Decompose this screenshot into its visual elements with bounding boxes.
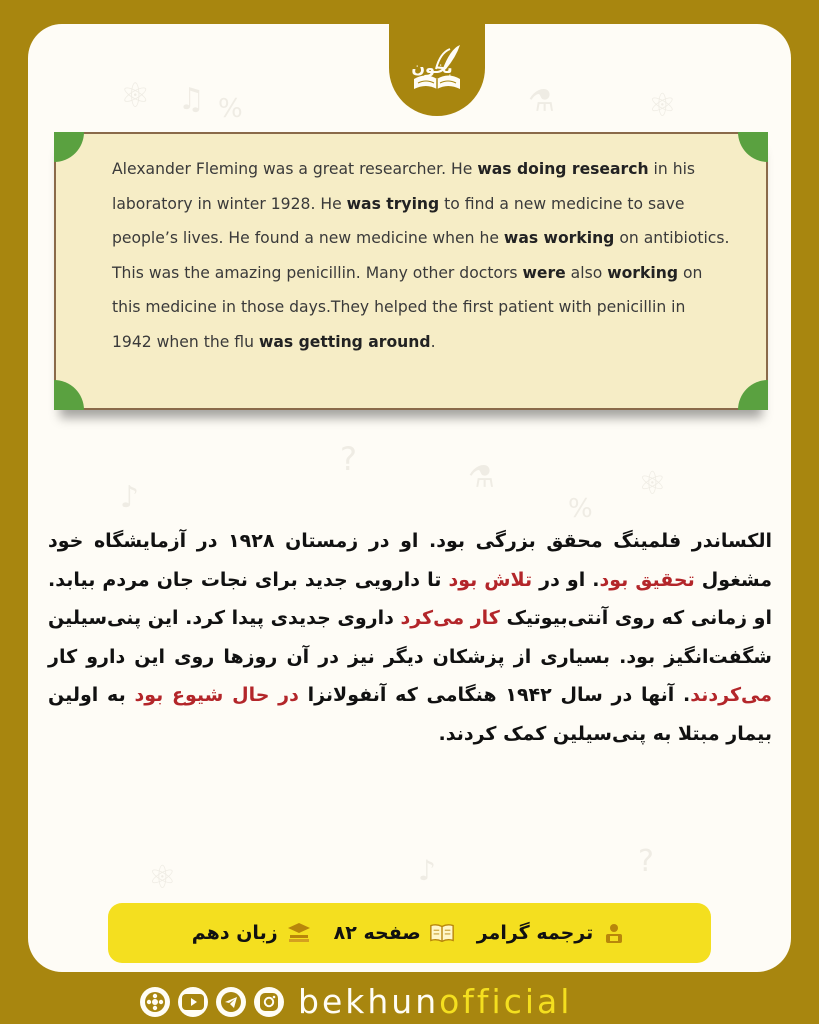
translation-text: تا دارویی جدید برای نجات جان مردم بیابد. او زمانی که روی آنتی‌بیوتیک xyxy=(48,568,772,629)
topic-item xyxy=(477,920,628,946)
persian-translation xyxy=(48,522,772,753)
teacher-icon xyxy=(601,920,627,946)
brand-handle xyxy=(298,982,572,1022)
doodle-flask-icon: ⚗ xyxy=(528,84,555,119)
passage-text: Alexander Fleming was a great researcher. He xyxy=(112,160,478,178)
passage-text: in his laboratory in winter 1928. He xyxy=(112,160,696,213)
corner-ornament xyxy=(738,380,768,410)
passage-text: . xyxy=(430,332,436,351)
social-links xyxy=(140,982,572,1022)
doodle-percent-icon: % xyxy=(218,94,243,124)
book-item xyxy=(192,920,312,946)
english-excerpt-box xyxy=(54,132,768,410)
handle-accent: official xyxy=(439,982,573,1021)
translation-text: الکساندر فلمینگ محقق بزرگی بود. او در زمستان ۱۹۲۸ در آزمایشگاه خود مشغول xyxy=(48,530,773,591)
translation-verb-highlight: در حال شیوع بود xyxy=(134,684,299,706)
passage-verb-highlight: working xyxy=(607,263,678,282)
lesson-info-bar xyxy=(108,903,711,963)
doodle-atom-icon: ⚛ xyxy=(638,464,667,502)
handle-main: bekhun xyxy=(298,982,440,1021)
translation-verb-highlight: می‌کردند xyxy=(690,684,772,706)
doodle-atom-icon: ⚛ xyxy=(148,858,177,896)
passage-verb-highlight: was working xyxy=(503,229,615,248)
doodle-atom-icon: ⚛ xyxy=(120,76,151,116)
brand-logo xyxy=(389,24,485,116)
translation-text: به اولین بیمار مبتلا به پنی‌سیلین کمک کردند. xyxy=(48,684,772,745)
passage-verb-highlight: was doing research xyxy=(477,160,649,178)
telegram-icon[interactable] xyxy=(216,987,246,1017)
open-book-icon xyxy=(429,920,455,946)
translation-verb-highlight: تلاش بود xyxy=(448,568,533,591)
passage-verb-highlight: was getting around xyxy=(258,332,431,351)
topic-label: ترجمه گرامر xyxy=(476,922,594,944)
doodle-question-icon: ? xyxy=(340,440,357,478)
translation-verb-highlight: تحقیق بود xyxy=(599,568,695,591)
translation-text: . او در xyxy=(532,568,600,591)
passage-text: also xyxy=(565,263,608,282)
book-label: زبان دهم xyxy=(191,922,278,944)
corner-ornament xyxy=(54,380,84,410)
doodle-percent-icon: % xyxy=(568,494,593,524)
film-reel-icon[interactable] xyxy=(140,987,170,1017)
youtube-icon[interactable] xyxy=(178,987,208,1017)
passage-verb-highlight: was trying xyxy=(346,194,440,213)
doodle-music-icon: ♪ xyxy=(120,480,140,515)
open-book-logo-icon xyxy=(406,39,468,101)
instagram-icon[interactable] xyxy=(254,987,284,1017)
page-label: صفحه ۸۲ xyxy=(333,922,421,944)
doodle-atom-icon: ⚛ xyxy=(648,86,677,124)
doodle-music-icon: ♪ xyxy=(418,854,436,887)
corner-ornament xyxy=(54,132,84,162)
graduation-books-icon xyxy=(286,920,312,946)
doodle-music-icon: ♫ xyxy=(178,82,205,117)
page-item xyxy=(334,920,455,946)
passage-text: to find a new medicine to save people’s lives. He found a new medicine when he xyxy=(112,194,685,248)
translation-text: داروی جدیدی پیدا کرد. این پنی‌سیلین شگفت‌انگیز بود. بسیاری از پزشکان دیگر نیز در آن روزها روی این دارو کار xyxy=(48,607,772,668)
doodle-question-icon: ? xyxy=(638,844,654,879)
translation-verb-highlight: کار می‌کرد xyxy=(400,607,500,629)
english-passage xyxy=(112,152,730,360)
doodle-flask-icon: ⚗ xyxy=(468,460,495,495)
passage-text: on antibiotics. This was the amazing penicillin. Many other doctors xyxy=(112,229,730,282)
passage-text: on this medicine in those days.They helped the first patient with penicillin in 1942 when the flu xyxy=(112,263,703,351)
translation-text: . آنها در سال ۱۹۴۲ هنگامی که آنفولانزا xyxy=(298,684,691,706)
logo-text: بخون xyxy=(411,58,453,77)
passage-verb-highlight: were xyxy=(522,263,566,282)
corner-ornament xyxy=(738,132,768,162)
